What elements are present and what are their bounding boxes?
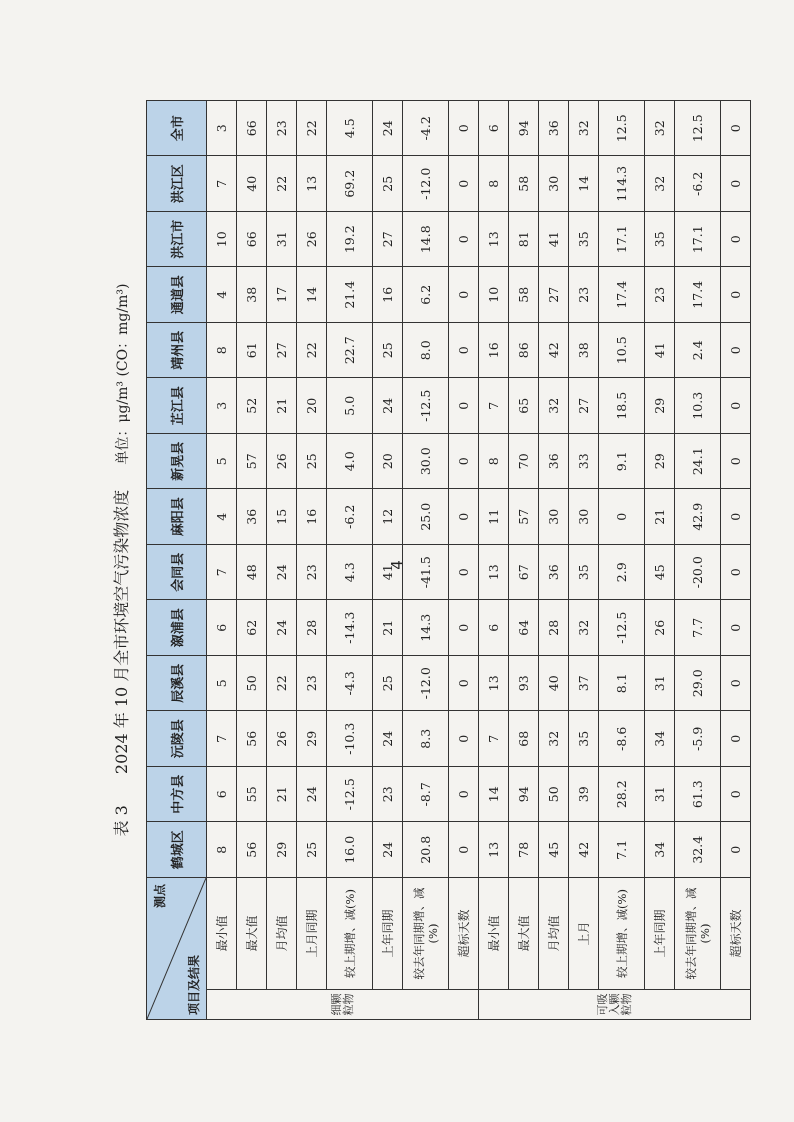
table-cell: 34: [645, 711, 675, 767]
table-cell: 41: [539, 212, 569, 268]
column-header: 全市: [147, 101, 207, 157]
table-cell: 0: [449, 767, 479, 823]
table-cell: -4.2: [403, 101, 449, 157]
table-row: [237, 101, 267, 1020]
table-cell: 11: [479, 489, 509, 545]
row-label: 超标天数: [721, 878, 751, 990]
table-cell: 45: [645, 545, 675, 601]
table-cell: 12.5: [599, 101, 645, 157]
table-cell: 4: [207, 267, 237, 323]
table-cell: 0: [449, 656, 479, 712]
table-row: [539, 101, 569, 1020]
table-cell: 34: [645, 822, 675, 878]
table-cell: 17.4: [675, 267, 721, 323]
table-cell: 32: [539, 711, 569, 767]
table-cell: -12.5: [599, 600, 645, 656]
row-label: 较上期增、减(%): [327, 878, 373, 990]
table-cell: 8.0: [403, 323, 449, 379]
table-cell: 20.8: [403, 822, 449, 878]
table-cell: 32: [569, 600, 599, 656]
table-cell: 41: [645, 323, 675, 379]
table-cell: 27: [267, 323, 297, 379]
table-cell: 22: [267, 656, 297, 712]
table-cell: 6.2: [403, 267, 449, 323]
table-cell: 0: [449, 545, 479, 601]
column-header: 洪江市: [147, 212, 207, 268]
table-cell: 0: [721, 323, 751, 379]
table-cell: 22: [297, 101, 327, 157]
table-cell: 3: [207, 101, 237, 157]
column-header: 鹤城区: [147, 822, 207, 878]
table-cell: 50: [539, 767, 569, 823]
table-cell: 17.1: [675, 212, 721, 268]
table-cell: 14: [479, 767, 509, 823]
table-cell: 28: [539, 600, 569, 656]
table-cell: 25: [373, 323, 403, 379]
table-cell: 0: [721, 434, 751, 490]
table-cell: 66: [237, 212, 267, 268]
table-cell: 58: [509, 156, 539, 212]
table-cell: 27: [569, 378, 599, 434]
table-cell: 28.2: [599, 767, 645, 823]
table-cell: 5: [207, 656, 237, 712]
table-cell: -4.3: [327, 656, 373, 712]
table-cell: 24: [373, 711, 403, 767]
table-cell: 0: [449, 101, 479, 157]
table-cell: 6: [479, 101, 509, 157]
table-cell: 8: [207, 822, 237, 878]
row-label: 最大值: [237, 878, 267, 990]
pollutant-group-label: 细颗粒物: [207, 990, 479, 1020]
row-label: 较去年同期增、减(%): [675, 878, 721, 990]
table-cell: 9.1: [599, 434, 645, 490]
table-cell: 78: [509, 822, 539, 878]
table-cell: 2.9: [599, 545, 645, 601]
table-cell: 29: [645, 434, 675, 490]
row-label: 上年同期: [645, 878, 675, 990]
row-label: 月均值: [539, 878, 569, 990]
table-cell: 14: [297, 267, 327, 323]
table-row: [569, 101, 599, 1020]
table-cell: 68: [509, 711, 539, 767]
row-label: 最小值: [479, 878, 509, 990]
table-cell: 25: [373, 156, 403, 212]
table-cell: 42: [539, 323, 569, 379]
table-cell: 6: [207, 767, 237, 823]
table-cell: 40: [539, 656, 569, 712]
table-cell: 56: [237, 822, 267, 878]
table-cell: 20: [297, 378, 327, 434]
table-cell: 0: [721, 656, 751, 712]
table-cell: 29: [645, 378, 675, 434]
row-label: 最小值: [207, 878, 237, 990]
table-cell: -14.3: [327, 600, 373, 656]
table-cell: 4.0: [327, 434, 373, 490]
table-cell: 32: [569, 101, 599, 157]
table-cell: 20: [373, 434, 403, 490]
table-cell: 69.2: [327, 156, 373, 212]
table-cell: 0: [449, 434, 479, 490]
table-cell: -20.0: [675, 545, 721, 601]
table-cell: 7: [479, 711, 509, 767]
table-row: [509, 101, 539, 1020]
table-cell: 0: [599, 489, 645, 545]
table-cell: 38: [569, 323, 599, 379]
table-cell: 0: [721, 600, 751, 656]
table-cell: 17: [267, 267, 297, 323]
column-header: 中方县: [147, 767, 207, 823]
table-cell: 30: [569, 489, 599, 545]
table-cell: 4.5: [327, 101, 373, 157]
table-cell: 14: [569, 156, 599, 212]
table-cell: 8: [207, 323, 237, 379]
table-cell: 8.1: [599, 656, 645, 712]
table-cell: -5.9: [675, 711, 721, 767]
table-cell: 7: [479, 378, 509, 434]
table-cell: 15: [267, 489, 297, 545]
table-cell: 14.3: [403, 600, 449, 656]
table-cell: 21.4: [327, 267, 373, 323]
table-cell: 25: [373, 656, 403, 712]
table-row: [297, 101, 327, 1020]
table-cell: 0: [449, 156, 479, 212]
table-cell: 58: [509, 267, 539, 323]
row-label: 较上期增、减(%): [599, 878, 645, 990]
table-cell: 18.5: [599, 378, 645, 434]
table-cell: 62: [237, 600, 267, 656]
table-cell: 36: [539, 101, 569, 157]
column-header: 辰溪县: [147, 656, 207, 712]
table-cell: 7.1: [599, 822, 645, 878]
table-cell: 0: [449, 212, 479, 268]
column-header: 会同县: [147, 545, 207, 601]
table-cell: 94: [509, 767, 539, 823]
table-cell: 64: [509, 600, 539, 656]
table-cell: 0: [721, 101, 751, 157]
table-cell: 36: [539, 434, 569, 490]
table-cell: 13: [479, 545, 509, 601]
table-cell: 0: [721, 822, 751, 878]
table-cell: 66: [237, 101, 267, 157]
table-cell: 5: [207, 434, 237, 490]
table-cell: 21: [645, 489, 675, 545]
table-cell: -8.7: [403, 767, 449, 823]
table-row: [599, 101, 645, 1020]
table-cell: -6.2: [327, 489, 373, 545]
table-number: 表 3: [112, 805, 131, 837]
table-cell: 33: [569, 434, 599, 490]
table-cell: 7: [207, 156, 237, 212]
table-cell: 41: [373, 545, 403, 601]
table-cell: 24: [267, 545, 297, 601]
header-row: [147, 101, 207, 1020]
row-label: 最大值: [509, 878, 539, 990]
table-cell: 14.8: [403, 212, 449, 268]
table-cell: 81: [509, 212, 539, 268]
table-cell: -12.0: [403, 156, 449, 212]
table-row: [449, 101, 479, 1020]
table-cell: 0: [449, 378, 479, 434]
table-cell: 39: [569, 767, 599, 823]
page-number: 4: [388, 560, 406, 570]
table-cell: 61: [237, 323, 267, 379]
table-cell: 30.0: [403, 434, 449, 490]
table-cell: 26: [267, 711, 297, 767]
table-cell: 38: [237, 267, 267, 323]
table-cell: 0: [721, 212, 751, 268]
row-label: 上年同期: [373, 878, 403, 990]
table-cell: 3: [207, 378, 237, 434]
table-cell: 29.0: [675, 656, 721, 712]
row-label: 月均值: [267, 878, 297, 990]
table-cell: 0: [449, 267, 479, 323]
table-cell: 23: [297, 656, 327, 712]
row-label: 较去年同期增、减(%): [403, 878, 449, 990]
corner-label-item: 项目及结果: [187, 954, 201, 1015]
table-cell: 10.5: [599, 323, 645, 379]
table-cell: 0: [721, 711, 751, 767]
table-cell: 24: [267, 600, 297, 656]
table-cell: 2.4: [675, 323, 721, 379]
table-cell: 67: [509, 545, 539, 601]
table-cell: 57: [237, 434, 267, 490]
row-label: 上月同期: [297, 878, 327, 990]
table-cell: 10: [207, 212, 237, 268]
table-cell: 32: [645, 156, 675, 212]
table-cell: 0: [449, 489, 479, 545]
table-cell: 4.3: [327, 545, 373, 601]
table-cell: 28: [297, 600, 327, 656]
table-cell: 8.3: [403, 711, 449, 767]
table-cell: 22.7: [327, 323, 373, 379]
table-cell: 0: [449, 600, 479, 656]
table-cell: 35: [569, 711, 599, 767]
table-cell: 31: [645, 656, 675, 712]
table-cell: 31: [267, 212, 297, 268]
table-cell: 42.9: [675, 489, 721, 545]
table-cell: 0: [449, 711, 479, 767]
table-cell: 0: [721, 767, 751, 823]
column-header: 靖州县: [147, 323, 207, 379]
table-cell: 0: [721, 489, 751, 545]
table-cell: 37: [569, 656, 599, 712]
column-header: 芷江县: [147, 378, 207, 434]
table-cell: -6.2: [675, 156, 721, 212]
table-cell: 32.4: [675, 822, 721, 878]
table-cell: 7: [207, 711, 237, 767]
table-cell: 23: [373, 767, 403, 823]
table-cell: 50: [237, 656, 267, 712]
table-unit: 单位：μg/m³ (CO：mg/m³): [115, 283, 131, 465]
table-cell: 13: [479, 822, 509, 878]
table-cell: 29: [267, 822, 297, 878]
table-cell: 16: [479, 323, 509, 379]
table-title: 2024 年 10 月全市环境空气污染物浓度: [112, 489, 131, 775]
table-cell: 6: [479, 600, 509, 656]
table-cell: 45: [539, 822, 569, 878]
column-header: 通道县: [147, 267, 207, 323]
table-cell: 26: [645, 600, 675, 656]
table-caption: [106, 100, 138, 1020]
table-cell: 13: [479, 656, 509, 712]
table-cell: 0: [721, 156, 751, 212]
table-cell: 48: [237, 545, 267, 601]
table-cell: 24: [297, 767, 327, 823]
table-cell: 26: [297, 212, 327, 268]
table-cell: 30: [539, 156, 569, 212]
table-cell: 12: [373, 489, 403, 545]
table-cell: 16: [373, 267, 403, 323]
table-cell: -8.6: [599, 711, 645, 767]
table-cell: 55: [237, 767, 267, 823]
table-cell: 24: [373, 822, 403, 878]
table-cell: 6: [207, 600, 237, 656]
table-cell: 35: [569, 545, 599, 601]
table-cell: 10.3: [675, 378, 721, 434]
table-cell: 19.2: [327, 212, 373, 268]
table-cell: 17.1: [599, 212, 645, 268]
table-cell: 29: [297, 711, 327, 767]
table-cell: 26: [267, 434, 297, 490]
table-cell: -12.5: [327, 767, 373, 823]
table-cell: 13: [479, 212, 509, 268]
table-cell: 114.3: [599, 156, 645, 212]
table-cell: 30: [539, 489, 569, 545]
table-cell: 16.0: [327, 822, 373, 878]
row-label: 上月: [569, 878, 599, 990]
column-header: 洪江区: [147, 156, 207, 212]
table-cell: 7.7: [675, 600, 721, 656]
table-cell: 12.5: [675, 101, 721, 157]
table-cell: 93: [509, 656, 539, 712]
rotated-page-content: [104, 100, 743, 1020]
table-row: [675, 101, 721, 1020]
table-cell: -41.5: [403, 545, 449, 601]
table-cell: 22: [297, 323, 327, 379]
table-row: [479, 101, 509, 1020]
column-header: 沅陵县: [147, 711, 207, 767]
column-header: 新晃县: [147, 434, 207, 490]
table-cell: 25: [297, 434, 327, 490]
corner-header: [147, 878, 207, 1020]
table-cell: 52: [237, 378, 267, 434]
table-row: [267, 101, 297, 1020]
table-cell: 36: [237, 489, 267, 545]
table-cell: 65: [509, 378, 539, 434]
table-cell: 13: [297, 156, 327, 212]
table-cell: 17.4: [599, 267, 645, 323]
table-cell: 35: [645, 212, 675, 268]
table-cell: 23: [569, 267, 599, 323]
pollutant-table: [146, 100, 751, 1020]
table-cell: 23: [645, 267, 675, 323]
table-cell: 32: [645, 101, 675, 157]
table-cell: 8: [479, 156, 509, 212]
table-cell: 0: [721, 545, 751, 601]
table-cell: 25.0: [403, 489, 449, 545]
table-row: [403, 101, 449, 1020]
table-cell: -12.5: [403, 378, 449, 434]
table-cell: 0: [449, 822, 479, 878]
table-row: [207, 101, 237, 1020]
table-cell: 32: [539, 378, 569, 434]
table-cell: 21: [267, 378, 297, 434]
table-cell: 24: [373, 101, 403, 157]
table-cell: 4: [207, 489, 237, 545]
table-cell: 0: [721, 378, 751, 434]
table-row: [327, 101, 373, 1020]
table-cell: 23: [297, 545, 327, 601]
table-cell: 40: [237, 156, 267, 212]
table-cell: 8: [479, 434, 509, 490]
table-cell: 70: [509, 434, 539, 490]
table-row: [645, 101, 675, 1020]
table-cell: 24.1: [675, 434, 721, 490]
table-cell: 31: [645, 767, 675, 823]
table-cell: 21: [267, 767, 297, 823]
table-cell: 86: [509, 323, 539, 379]
column-header: 溆浦县: [147, 600, 207, 656]
table-cell: 5.0: [327, 378, 373, 434]
table-cell: 42: [569, 822, 599, 878]
table-cell: 94: [509, 101, 539, 157]
table-cell: 7: [207, 545, 237, 601]
table-cell: 23: [267, 101, 297, 157]
table-cell: 61.3: [675, 767, 721, 823]
table-cell: 27: [373, 212, 403, 268]
table-cell: 27: [539, 267, 569, 323]
table-body: [207, 101, 751, 1020]
row-label: 超标天数: [449, 878, 479, 990]
table-cell: 25: [297, 822, 327, 878]
table-row: [721, 101, 751, 1020]
table-cell: 0: [721, 267, 751, 323]
table-cell: -12.0: [403, 656, 449, 712]
table-cell: 21: [373, 600, 403, 656]
column-header: 麻阳县: [147, 489, 207, 545]
table-cell: 16: [297, 489, 327, 545]
table-cell: 56: [237, 711, 267, 767]
table-cell: 24: [373, 378, 403, 434]
table-cell: 57: [509, 489, 539, 545]
table-cell: 36: [539, 545, 569, 601]
corner-label-site: 测点: [153, 884, 167, 909]
table-cell: 35: [569, 212, 599, 268]
pollutant-group-label: 可吸入颗粒物: [479, 990, 751, 1020]
table-cell: 0: [449, 323, 479, 379]
table-cell: 22: [267, 156, 297, 212]
table-cell: -10.3: [327, 711, 373, 767]
table-cell: 10: [479, 267, 509, 323]
